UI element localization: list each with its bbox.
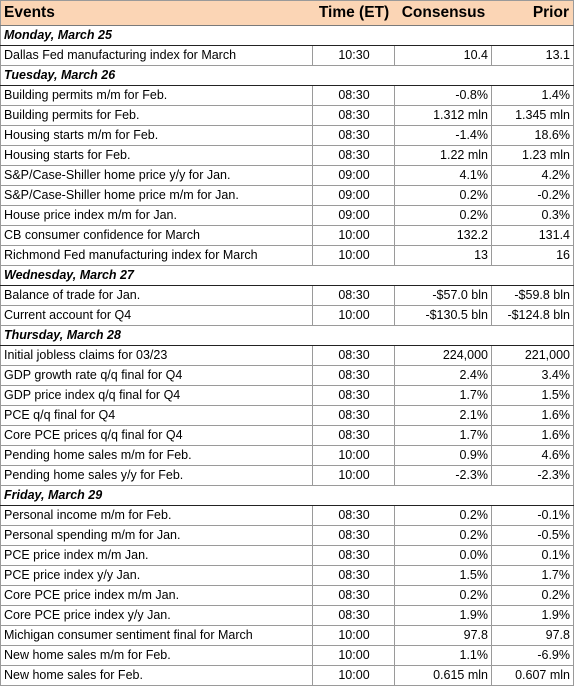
consensus-value: -$57.0 bln xyxy=(395,286,492,306)
event-time: 10:00 xyxy=(313,246,395,266)
prior-value: 1.4% xyxy=(492,86,574,106)
prior-value: 1.7% xyxy=(492,566,574,586)
event-name: Dallas Fed manufacturing index for March xyxy=(1,46,313,66)
event-name: New home sales m/m for Feb. xyxy=(1,646,313,666)
table-row xyxy=(1,86,574,106)
table-body xyxy=(1,26,574,686)
prior-value: -2.3% xyxy=(492,466,574,486)
event-name: CB consumer confidence for March xyxy=(1,226,313,246)
consensus-value: 1.5% xyxy=(395,566,492,586)
consensus-value: 0.615 mln xyxy=(395,666,492,686)
consensus-column-header: Consensus xyxy=(395,1,492,26)
consensus-value: -1.4% xyxy=(395,126,492,146)
prior-value: 221,000 xyxy=(492,346,574,366)
consensus-value: 1.1% xyxy=(395,646,492,666)
event-time: 10:00 xyxy=(313,646,395,666)
event-name: Personal spending m/m for Jan. xyxy=(1,526,313,546)
consensus-value: 13 xyxy=(395,246,492,266)
event-time: 08:30 xyxy=(313,506,395,526)
table-row xyxy=(1,626,574,646)
consensus-value: 97.8 xyxy=(395,626,492,646)
consensus-value: 0.2% xyxy=(395,586,492,606)
table-row xyxy=(1,186,574,206)
consensus-value: 0.2% xyxy=(395,186,492,206)
day-title: Wednesday, March 27 xyxy=(1,266,574,286)
event-name: Housing starts m/m for Feb. xyxy=(1,126,313,146)
table-row xyxy=(1,546,574,566)
table-row xyxy=(1,526,574,546)
event-time: 08:30 xyxy=(313,126,395,146)
prior-value: 3.4% xyxy=(492,366,574,386)
day-title: Tuesday, March 26 xyxy=(1,66,574,86)
event-name: Pending home sales m/m for Feb. xyxy=(1,446,313,466)
table-row xyxy=(1,666,574,686)
event-time: 10:00 xyxy=(313,466,395,486)
table-row xyxy=(1,446,574,466)
event-name: Michigan consumer sentiment final for March xyxy=(1,626,313,646)
prior-value: 0.2% xyxy=(492,586,574,606)
table-row xyxy=(1,226,574,246)
table-row xyxy=(1,606,574,626)
day-title: Thursday, March 28 xyxy=(1,326,574,346)
event-name: Current account for Q4 xyxy=(1,306,313,326)
consensus-value: 1.312 mln xyxy=(395,106,492,126)
day-header-row xyxy=(1,66,574,86)
event-name: S&P/Case-Shiller home price y/y for Jan. xyxy=(1,166,313,186)
table-row xyxy=(1,426,574,446)
consensus-value: 132.2 xyxy=(395,226,492,246)
table-row xyxy=(1,206,574,226)
day-header-row xyxy=(1,486,574,506)
table-row xyxy=(1,286,574,306)
table-row xyxy=(1,146,574,166)
event-time: 10:00 xyxy=(313,306,395,326)
prior-value: 97.8 xyxy=(492,626,574,646)
table-row xyxy=(1,106,574,126)
table-row xyxy=(1,386,574,406)
prior-value: -$124.8 bln xyxy=(492,306,574,326)
consensus-value: 4.1% xyxy=(395,166,492,186)
event-time: 08:30 xyxy=(313,286,395,306)
day-title: Monday, March 25 xyxy=(1,26,574,46)
prior-value: -$59.8 bln xyxy=(492,286,574,306)
prior-value: 0.607 mln xyxy=(492,666,574,686)
event-name: Core PCE price index m/m Jan. xyxy=(1,586,313,606)
prior-value: -6.9% xyxy=(492,646,574,666)
prior-value: 1.9% xyxy=(492,606,574,626)
table-row xyxy=(1,466,574,486)
table-row xyxy=(1,306,574,326)
event-time: 08:30 xyxy=(313,386,395,406)
event-time: 09:00 xyxy=(313,166,395,186)
prior-value: 13.1 xyxy=(492,46,574,66)
prior-value: 16 xyxy=(492,246,574,266)
event-name: Initial jobless claims for 03/23 xyxy=(1,346,313,366)
table-row xyxy=(1,126,574,146)
event-time: 08:30 xyxy=(313,426,395,446)
consensus-value: 0.2% xyxy=(395,506,492,526)
event-name: Core PCE prices q/q final for Q4 xyxy=(1,426,313,446)
event-time: 08:30 xyxy=(313,86,395,106)
event-time: 09:00 xyxy=(313,186,395,206)
event-name: PCE price index y/y Jan. xyxy=(1,566,313,586)
event-time: 10:00 xyxy=(313,446,395,466)
consensus-value: 0.2% xyxy=(395,526,492,546)
event-name: Building permits m/m for Feb. xyxy=(1,86,313,106)
consensus-value: -0.8% xyxy=(395,86,492,106)
prior-value: 1.23 mln xyxy=(492,146,574,166)
event-name: PCE q/q final for Q4 xyxy=(1,406,313,426)
prior-value: 1.345 mln xyxy=(492,106,574,126)
event-name: GDP growth rate q/q final for Q4 xyxy=(1,366,313,386)
table-row xyxy=(1,646,574,666)
consensus-value: 2.1% xyxy=(395,406,492,426)
consensus-value: 0.2% xyxy=(395,206,492,226)
day-header-row xyxy=(1,326,574,346)
consensus-value: 1.7% xyxy=(395,386,492,406)
day-header-row xyxy=(1,26,574,46)
table-header xyxy=(1,1,574,26)
event-time: 08:30 xyxy=(313,566,395,586)
event-name: Housing starts for Feb. xyxy=(1,146,313,166)
event-time: 09:00 xyxy=(313,206,395,226)
event-time: 10:00 xyxy=(313,626,395,646)
event-time: 08:30 xyxy=(313,106,395,126)
consensus-value: -$130.5 bln xyxy=(395,306,492,326)
event-time: 08:30 xyxy=(313,546,395,566)
day-header-row xyxy=(1,266,574,286)
event-time: 08:30 xyxy=(313,346,395,366)
prior-value: 4.6% xyxy=(492,446,574,466)
day-title: Friday, March 29 xyxy=(1,486,574,506)
prior-value: -0.1% xyxy=(492,506,574,526)
prior-value: -0.2% xyxy=(492,186,574,206)
consensus-value: -2.3% xyxy=(395,466,492,486)
prior-value: 1.6% xyxy=(492,406,574,426)
event-name: Core PCE price index y/y Jan. xyxy=(1,606,313,626)
event-time: 08:30 xyxy=(313,606,395,626)
consensus-value: 1.7% xyxy=(395,426,492,446)
consensus-value: 10.4 xyxy=(395,46,492,66)
prior-value: 0.1% xyxy=(492,546,574,566)
prior-value: -0.5% xyxy=(492,526,574,546)
table-row xyxy=(1,506,574,526)
consensus-value: 0.9% xyxy=(395,446,492,466)
prior-value: 4.2% xyxy=(492,166,574,186)
event-name: PCE price index m/m Jan. xyxy=(1,546,313,566)
event-time: 08:30 xyxy=(313,526,395,546)
event-name: House price index m/m for Jan. xyxy=(1,206,313,226)
prior-value: 1.6% xyxy=(492,426,574,446)
table-row xyxy=(1,566,574,586)
table-row xyxy=(1,166,574,186)
table-row xyxy=(1,246,574,266)
event-name: Balance of trade for Jan. xyxy=(1,286,313,306)
event-time: 08:30 xyxy=(313,406,395,426)
event-time: 08:30 xyxy=(313,146,395,166)
consensus-value: 2.4% xyxy=(395,366,492,386)
consensus-value: 1.22 mln xyxy=(395,146,492,166)
event-name: New home sales for Feb. xyxy=(1,666,313,686)
time-column-header: Time (ET) xyxy=(313,1,395,26)
prior-column-header: Prior xyxy=(492,1,574,26)
event-time: 10:00 xyxy=(313,226,395,246)
event-name: Personal income m/m for Feb. xyxy=(1,506,313,526)
prior-value: 1.5% xyxy=(492,386,574,406)
table-row xyxy=(1,586,574,606)
table-row xyxy=(1,406,574,426)
event-name: S&P/Case-Shiller home price m/m for Jan. xyxy=(1,186,313,206)
event-time: 10:00 xyxy=(313,666,395,686)
prior-value: 18.6% xyxy=(492,126,574,146)
event-time: 08:30 xyxy=(313,366,395,386)
table-row xyxy=(1,346,574,366)
header-row xyxy=(1,1,574,26)
event-name: GDP price index q/q final for Q4 xyxy=(1,386,313,406)
prior-value: 131.4 xyxy=(492,226,574,246)
event-name: Building permits for Feb. xyxy=(1,106,313,126)
table-row xyxy=(1,366,574,386)
consensus-value: 0.0% xyxy=(395,546,492,566)
consensus-value: 224,000 xyxy=(395,346,492,366)
consensus-value: 1.9% xyxy=(395,606,492,626)
event-time: 10:30 xyxy=(313,46,395,66)
events-column-header: Events xyxy=(1,1,313,26)
table-row xyxy=(1,46,574,66)
event-name: Pending home sales y/y for Feb. xyxy=(1,466,313,486)
event-time: 08:30 xyxy=(313,586,395,606)
prior-value: 0.3% xyxy=(492,206,574,226)
event-name: Richmond Fed manufacturing index for March xyxy=(1,246,313,266)
